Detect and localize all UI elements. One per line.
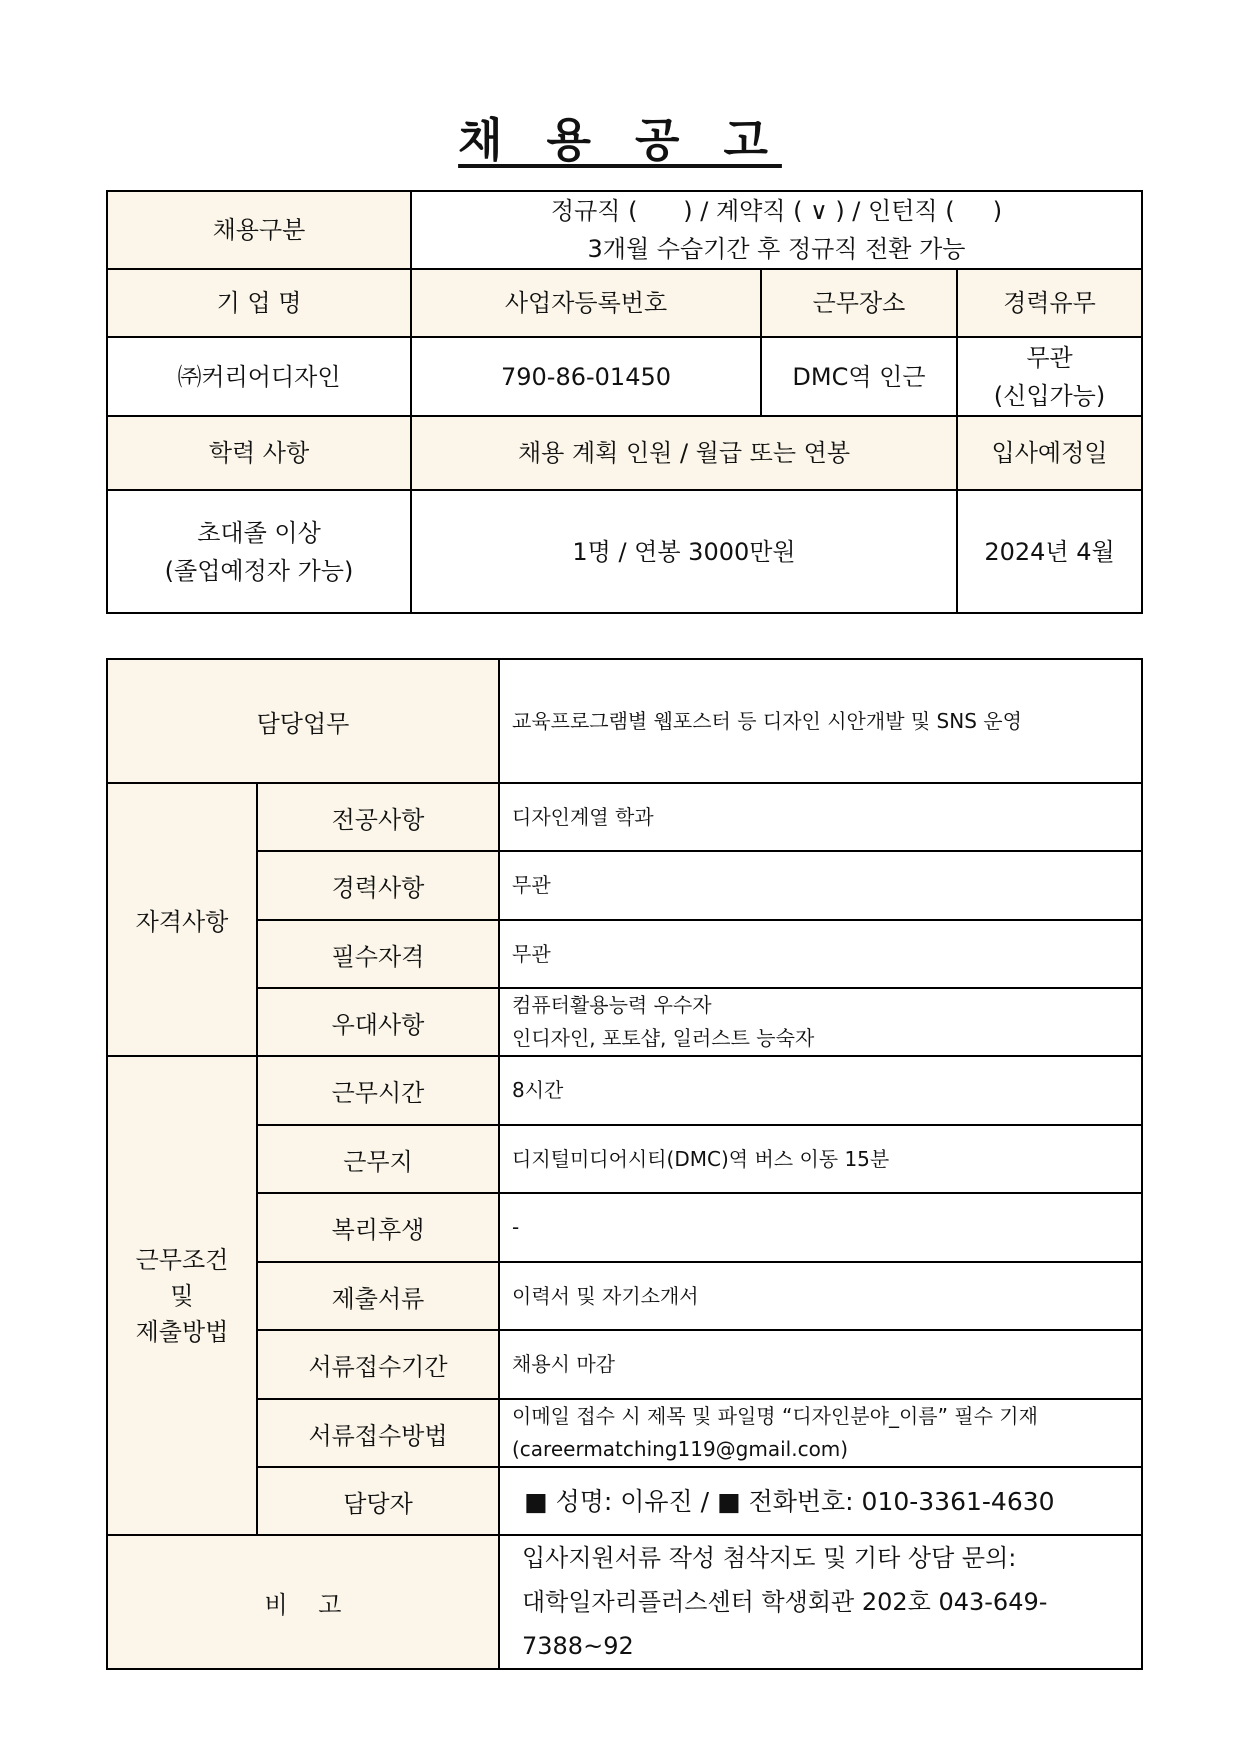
conditions-group-label (107, 1056, 257, 1535)
education-value-line1: 초대졸 이상 (197, 518, 321, 547)
conditions-group-line2: 및 (170, 1281, 194, 1310)
contact-label: 담당자 (257, 1467, 499, 1535)
probation-note: 3개월 수습기간 후 정규직 전환 가능 (587, 235, 966, 263)
required-value: 무관 (499, 920, 1142, 988)
qualification-group-label: 자격사항 (107, 783, 257, 1056)
method-line1: 이메일 접수 시 제목 및 파일명 “디자인분야_이름” 필수 기재 (512, 1404, 1038, 1428)
documents-label: 제출서류 (257, 1262, 499, 1330)
career-label: 경력사항 (257, 851, 499, 920)
page-title: 채 용 공 고 (458, 113, 782, 167)
regno-value: 790-86-01450 (411, 337, 761, 416)
location-label: 근무지 (257, 1125, 499, 1193)
experience-value (957, 337, 1142, 416)
remark-label: 비 고 (107, 1535, 499, 1669)
hire-type-line: 정규직 ( ) / 계약직 ( ∨ ) / 인턴직 ( ) (550, 197, 1003, 225)
remark-value (499, 1535, 1142, 1669)
company-label: 기 업 명 (107, 269, 411, 337)
preferred-value (499, 988, 1142, 1056)
start-label: 입사예정일 (957, 416, 1142, 490)
details-table (106, 658, 1143, 1670)
conditions-group-line1: 근무조건 (135, 1245, 229, 1274)
method-value (499, 1399, 1142, 1467)
education-value-line2: (졸업예정자 가능) (164, 556, 354, 585)
contact-value: ■ 성명: 이유진 / ■ 전화번호: 010-3361-4630 (499, 1467, 1142, 1535)
welfare-value: - (499, 1193, 1142, 1262)
workplace-label: 근무장소 (761, 269, 957, 337)
education-label: 학력 사항 (107, 416, 411, 490)
education-value (107, 490, 411, 613)
hours-label: 근무시간 (257, 1056, 499, 1125)
plan-value: 1명 / 연봉 3000만원 (411, 490, 957, 613)
period-value: 채용시 마감 (499, 1330, 1142, 1399)
welfare-label: 복리후생 (257, 1193, 499, 1262)
preferred-label: 우대사항 (257, 988, 499, 1056)
company-value: ㈜커리어디자인 (107, 337, 411, 416)
start-value: 2024년 4월 (957, 490, 1142, 613)
documents-value: 이력서 및 자기소개서 (499, 1262, 1142, 1330)
location-value: 디지털미디어시티(DMC)역 버스 이동 15분 (499, 1125, 1142, 1193)
method-line2: (careermatching119@gmail.com) (512, 1437, 849, 1461)
hire-type-value (411, 191, 1142, 269)
hours-value: 8시간 (499, 1056, 1142, 1125)
required-label: 필수자격 (257, 920, 499, 988)
experience-label: 경력유무 (957, 269, 1142, 337)
plan-label: 채용 계획 인원 / 월급 또는 연봉 (411, 416, 957, 490)
experience-value-line2: (신입가능) (993, 381, 1106, 410)
workplace-value: DMC역 인근 (761, 337, 957, 416)
duty-label: 담당업무 (107, 659, 499, 783)
preferred-line2: 인디자인, 포토샵, 일러스트 능숙자 (512, 1026, 815, 1050)
duty-value: 교육프로그램별 웹포스터 등 디자인 시안개발 및 SNS 운영 (499, 659, 1142, 783)
remark-line2: 대학일자리플러스센터 학생회관 202호 043-649-7388~92 (522, 1588, 1048, 1660)
remark-line1: 입사지원서류 작성 첨삭지도 및 기타 상담 문의: (522, 1544, 1017, 1572)
period-label: 서류접수기간 (257, 1330, 499, 1399)
career-value: 무관 (499, 851, 1142, 920)
major-label: 전공사항 (257, 783, 499, 851)
summary-table (106, 190, 1143, 614)
hire-type-label: 채용구분 (107, 191, 411, 269)
preferred-line1: 컴퓨터활용능력 우수자 (512, 993, 712, 1017)
regno-label: 사업자등록번호 (411, 269, 761, 337)
major-value: 디자인계열 학과 (499, 783, 1142, 851)
conditions-group-line3: 제출방법 (135, 1317, 229, 1346)
experience-value-line1: 무관 (1026, 343, 1073, 372)
method-label: 서류접수방법 (257, 1399, 499, 1467)
